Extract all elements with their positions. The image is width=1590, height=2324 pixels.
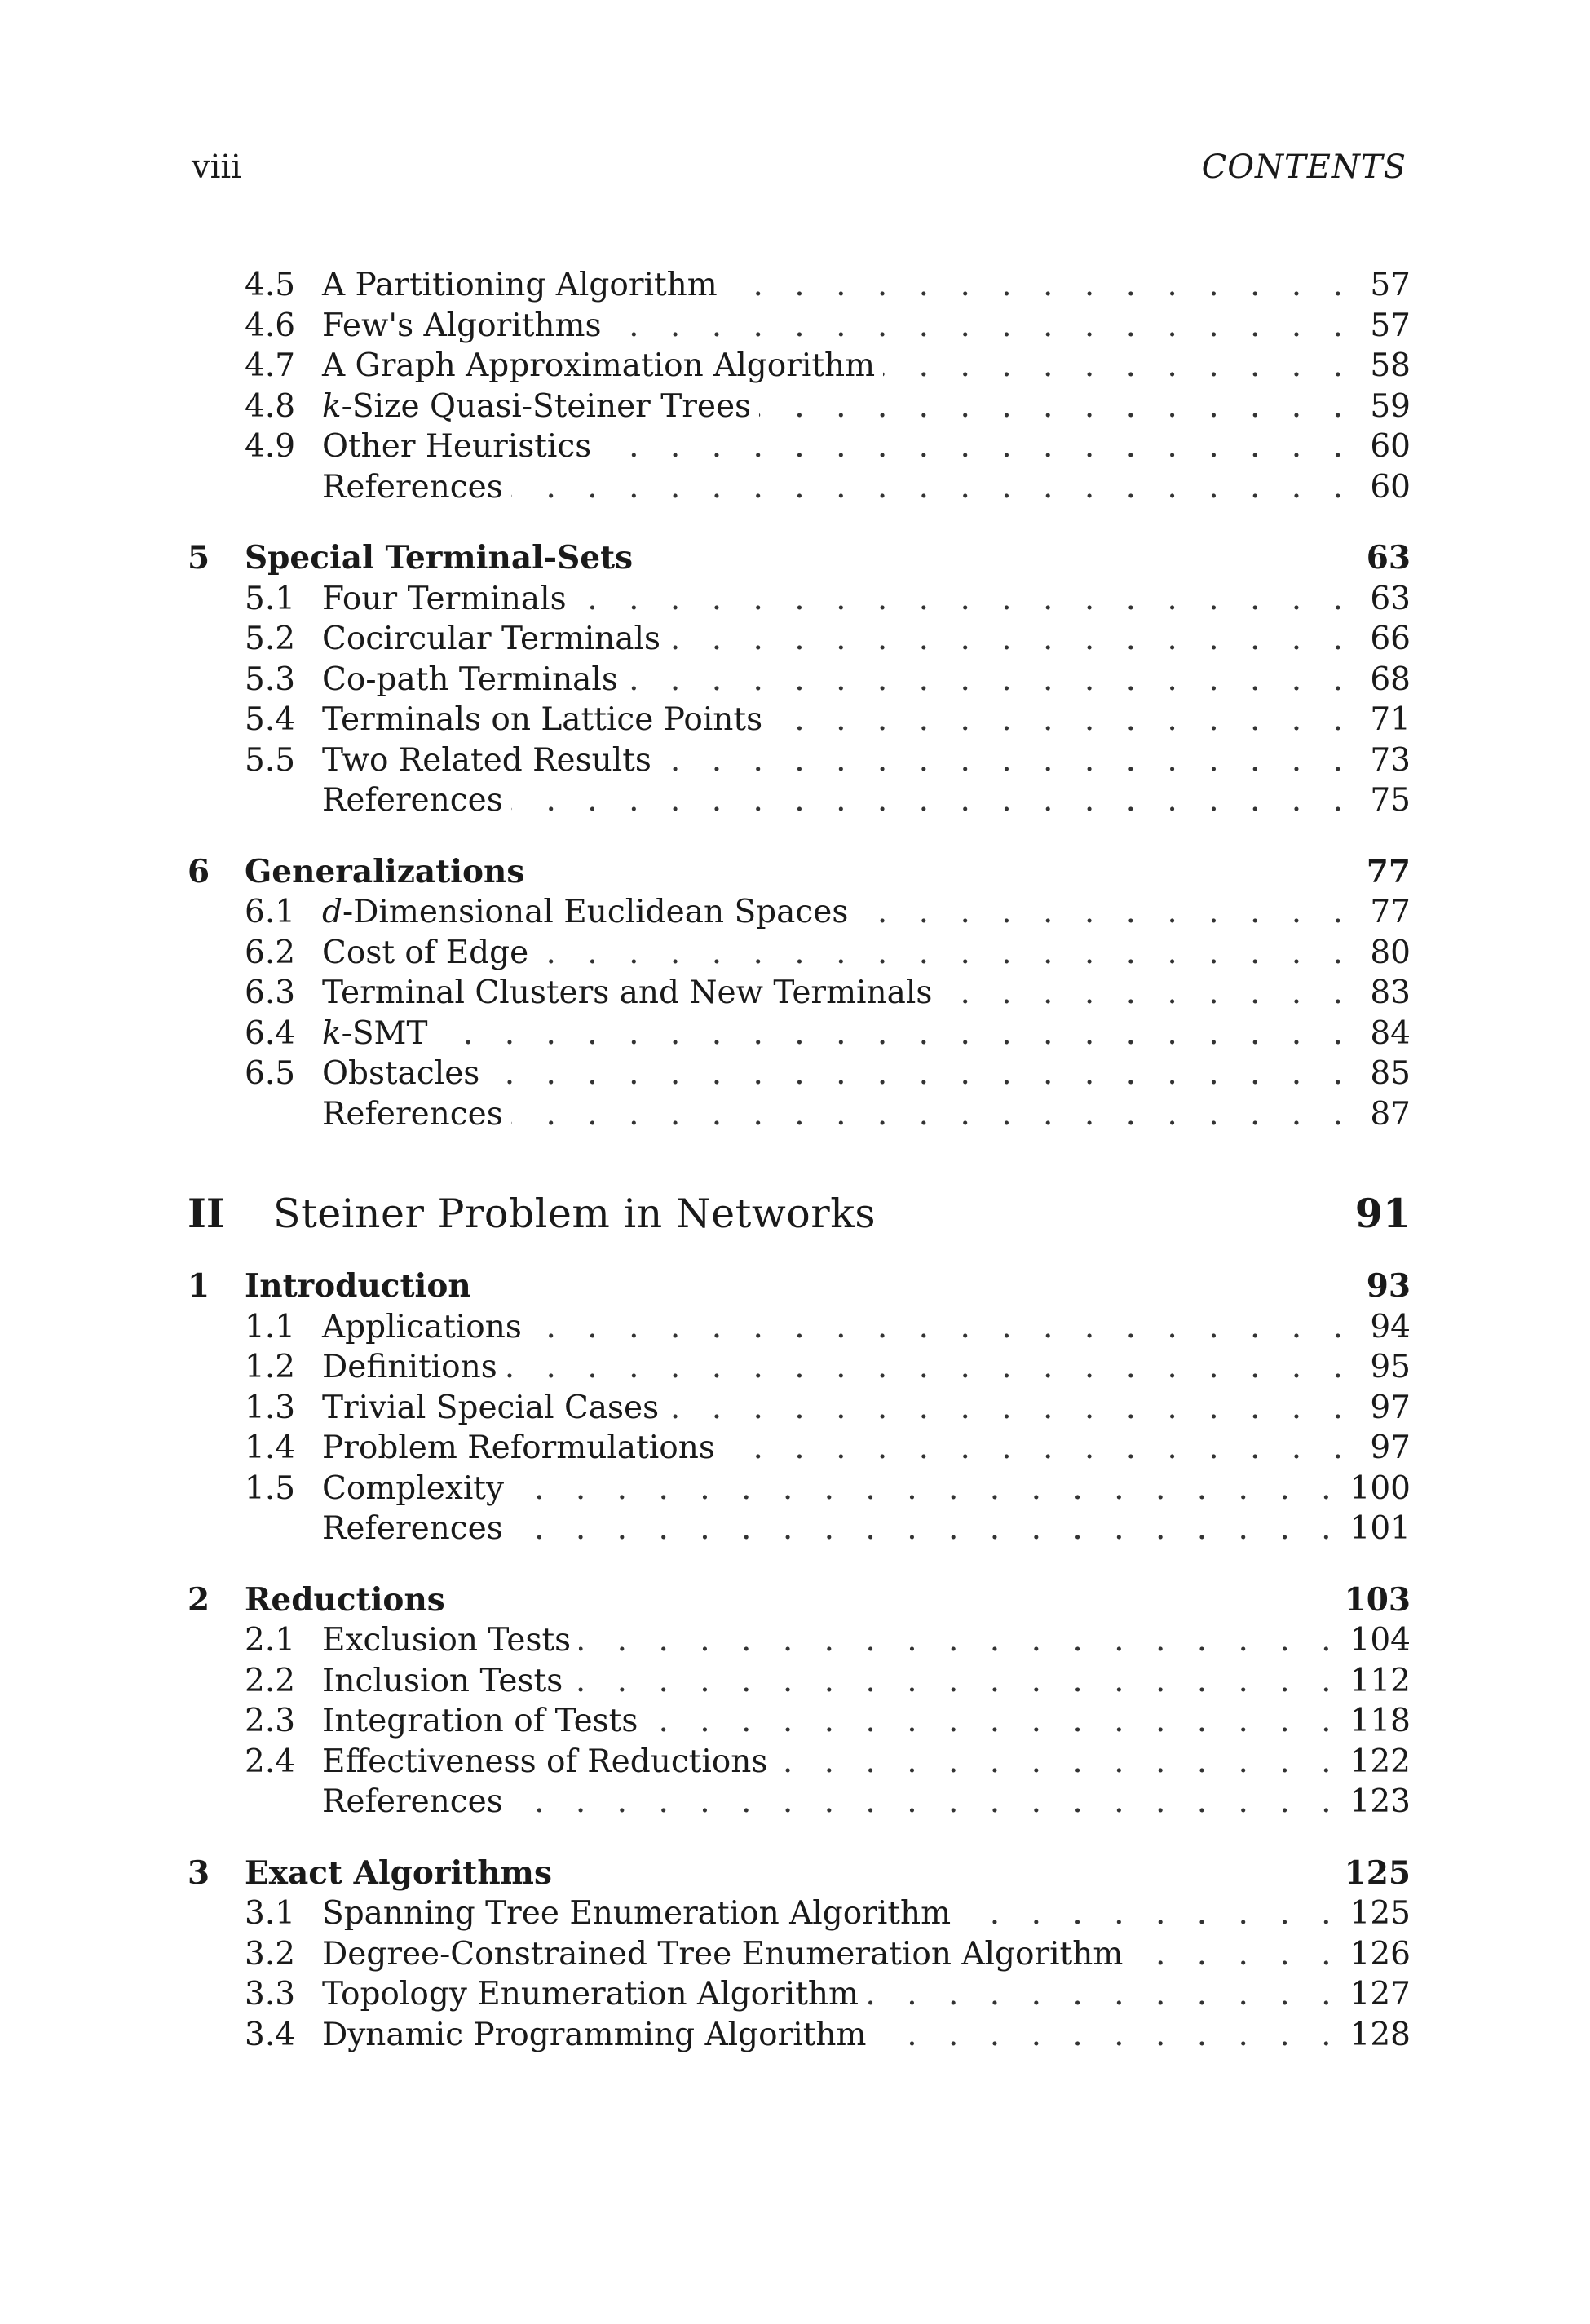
section-page: 104 [1349,1622,1411,1659]
toc-entry[interactable] [188,1701,1411,1742]
section-title: Two Related Results [322,741,651,779]
section-title: References [322,1783,503,1820]
section-title: Dynamic Programming Algorithm [322,2016,867,2053]
section-page: 87 [1370,1095,1411,1133]
dot-leader [571,1661,1341,1702]
dot-leader [435,1014,1354,1054]
toc-entry[interactable] [188,346,1411,387]
section-title [322,892,848,933]
section-title [322,387,751,427]
dot-leader [512,1469,1342,1509]
section-title: Trivial Special Cases [322,1389,660,1426]
dot-leader [537,933,1354,974]
section-title: Terminals on Lattice Points [322,701,763,738]
section-title: Cocircular Terminals [322,621,661,657]
toc-entry[interactable] [188,1934,1411,1975]
section-list-part2-chapter-3 [188,1893,1411,2055]
section-page: 127 [1349,1976,1411,2013]
chapter-page: 125 [1344,1853,1411,1892]
section-title: Integration of Tests [322,1703,638,1739]
toc-entry[interactable] [188,1620,1411,1661]
toc-entry[interactable] [188,892,1411,933]
chapter-number: 6 [188,852,210,890]
section-page: 97 [1370,1389,1411,1426]
chapter-title: Introduction [245,1267,471,1305]
section-title: Topology Enumeration Algorithm [322,1976,859,2013]
section-number: 1.4 [245,1429,296,1466]
chapter-heading[interactable] [188,538,1411,579]
section-title: Problem Reformulations [322,1429,715,1466]
section-number: 6.1 [245,894,296,930]
dot-leader [940,973,1354,1014]
section-title: Degree-Constrained Tree Enumeration Algorithm [322,1935,1124,1973]
section-list-part2-chapter-1 [188,1307,1411,1549]
section-list-chapter-5 [188,579,1411,821]
section-number: 5.1 [245,580,296,617]
section-title: Terminal Clusters and New Terminals [322,974,933,1011]
section-number: 4.9 [245,428,296,465]
chapter-title: Exact Algorithms [245,1853,552,1892]
dot-leader [874,2015,1341,2056]
toc-entry[interactable] [188,1469,1411,1509]
toc-entry[interactable] [188,265,1411,306]
chapter-page: 77 [1366,852,1411,890]
chapter-number: 5 [188,539,210,577]
section-page: 122 [1349,1743,1411,1780]
toc-entry[interactable] [188,387,1411,427]
dot-leader [506,1347,1354,1388]
toc-entry[interactable] [188,1388,1411,1429]
section-title: Spanning Tree Enumeration Algorithm [322,1895,952,1932]
section-number: 6.2 [245,934,296,971]
chapter-heading[interactable] [188,1266,1411,1307]
section-number: 6.5 [245,1055,296,1092]
dot-leader [723,1428,1354,1469]
section-number: 3.1 [245,1895,296,1932]
section-title-italic: k [322,387,342,425]
dot-leader [511,467,1354,508]
section-page: 60 [1370,468,1411,506]
part-heading[interactable] [188,1185,1411,1242]
dot-leader [856,892,1354,933]
chapter-title: Generalizations [245,852,525,890]
section-page: 84 [1370,1014,1411,1052]
dot-leader [488,1054,1354,1094]
toc-entry[interactable] [188,1974,1411,2015]
section-page: 71 [1370,701,1411,738]
section-title: References [322,1510,503,1547]
toc-entry[interactable] [188,579,1411,620]
dot-leader [867,1974,1342,2015]
section-page: 97 [1370,1429,1411,1466]
dot-leader [511,1509,1342,1549]
section-page: 59 [1370,387,1411,425]
section-title: References [322,1095,503,1133]
chapter-number: 3 [188,1853,210,1892]
section-title-italic: k [322,1014,342,1052]
section-number: 5.5 [245,741,296,779]
dot-leader [775,1742,1341,1783]
toc-entry[interactable] [188,700,1411,740]
section-title: References [322,782,503,819]
section-page: 63 [1370,580,1411,617]
toc-entry[interactable] [188,1661,1411,1702]
section-page: 57 [1370,307,1411,344]
chapter-heading[interactable] [188,1580,1411,1621]
section-page: 75 [1370,782,1411,819]
section-page: 57 [1370,267,1411,303]
toc-entry-references[interactable] [188,1509,1411,1549]
section-title [322,1014,427,1054]
section-title-text: -Dimensional Euclidean Spaces [342,894,849,930]
section-title: Obstacles [322,1055,480,1092]
dot-leader [959,1893,1341,1934]
section-number: 5.4 [245,701,296,738]
section-number: 4.7 [245,347,296,384]
toc-entry[interactable] [188,1893,1411,1934]
toc-entry[interactable] [188,1347,1411,1388]
section-number: 5.3 [245,661,296,698]
table-of-contents [188,265,1411,2055]
section-page: 118 [1349,1703,1411,1739]
section-page: 101 [1349,1510,1411,1547]
dot-leader [669,619,1354,660]
section-page: 95 [1370,1349,1411,1385]
running-title: CONTENTS [1201,148,1407,186]
chapter-title: Special Terminal-Sets [245,539,634,577]
section-title: Few's Algorithms [322,307,602,344]
section-page: 94 [1370,1308,1411,1345]
toc-entry-references[interactable] [188,780,1411,821]
section-list-chapter-4 [188,265,1411,507]
section-number: 1.3 [245,1389,296,1426]
toc-entry[interactable] [188,1428,1411,1469]
toc-entry-references[interactable] [188,467,1411,508]
section-number: 5.2 [245,621,296,657]
section-page: 68 [1370,661,1411,698]
chapter-heading[interactable] [188,852,1411,893]
section-number: 4.8 [245,387,296,425]
section-title: Applications [322,1308,522,1345]
dot-leader [771,700,1354,740]
section-page: 77 [1370,894,1411,930]
section-title: Four Terminals [322,580,567,617]
section-number: 1.5 [245,1469,296,1507]
toc-entry[interactable] [188,1742,1411,1783]
section-title: A Partitioning Algorithm [322,267,718,303]
part-number: II [188,1190,225,1237]
section-title: Complexity [322,1469,504,1507]
page-header [192,148,1407,186]
section-page: 100 [1349,1469,1411,1507]
section-list-part2-chapter-2 [188,1620,1411,1823]
toc-entry[interactable] [188,1307,1411,1348]
chapter-number: 2 [188,1580,210,1619]
toc-entry[interactable] [188,306,1411,347]
dot-leader [759,387,1354,427]
section-number: 6.3 [245,974,296,1011]
section-title: Inclusion Tests [322,1662,563,1699]
dot-leader [610,306,1354,347]
toc-entry[interactable] [188,426,1411,467]
dot-leader [511,780,1354,821]
chapter-heading[interactable] [188,1853,1411,1894]
section-list-chapter-6 [188,892,1411,1134]
toc-entry[interactable] [188,660,1411,700]
part-title: Steiner Problem in Networks [273,1191,877,1237]
dot-leader [511,1782,1342,1823]
toc-entry[interactable] [188,2015,1411,2056]
section-page: 66 [1370,621,1411,657]
section-number: 2.1 [245,1622,296,1659]
section-page: 123 [1349,1783,1411,1820]
section-page: 112 [1349,1662,1411,1699]
section-title: References [322,468,503,506]
dot-leader [575,579,1354,620]
section-title: Cost of Edge [322,934,529,971]
chapter-page: 63 [1366,539,1411,577]
section-number: 3.3 [245,1976,296,2013]
dot-leader [626,660,1354,700]
toc-entry[interactable] [188,740,1411,781]
section-number: 2.2 [245,1662,296,1699]
section-number: 4.5 [245,267,296,303]
section-page: 125 [1349,1895,1411,1932]
section-title: Exclusion Tests [322,1622,572,1659]
section-page: 73 [1370,741,1411,779]
section-page: 58 [1370,347,1411,384]
section-title-text: -SMT [341,1014,428,1052]
dot-leader [511,1094,1354,1135]
dot-leader [1131,1934,1341,1975]
toc-entry[interactable] [188,1014,1411,1054]
section-number: 1.1 [245,1308,296,1345]
section-number: 6.4 [245,1014,296,1052]
dot-leader [599,426,1354,467]
toc-entry[interactable] [188,933,1411,974]
section-number: 4.6 [245,307,296,344]
section-page: 60 [1370,428,1411,465]
dot-leader [646,1701,1341,1742]
toc-entry-references[interactable] [188,1782,1411,1823]
section-number: 1.2 [245,1349,296,1385]
section-page: 128 [1349,2016,1411,2053]
dot-leader [883,346,1354,387]
section-title: Effectiveness of Reductions [322,1743,768,1780]
part-page: 91 [1354,1190,1411,1237]
chapter-page: 103 [1344,1580,1411,1619]
section-title: Co-path Terminals [322,661,618,698]
chapter-page: 93 [1366,1267,1411,1305]
dot-leader [726,265,1354,306]
toc-entry[interactable] [188,619,1411,660]
dot-leader [660,740,1354,781]
chapter-title: Reductions [245,1580,445,1619]
section-number: 3.2 [245,1935,296,1973]
section-number: 2.3 [245,1703,296,1739]
chapter-number: 1 [188,1267,210,1305]
section-page: 83 [1370,974,1411,1011]
section-page: 126 [1349,1935,1411,1973]
section-title: Definitions [322,1349,497,1385]
section-title-text: -Size Quasi-Steiner Trees [341,387,752,425]
section-title: A Graph Approximation Algorithm [322,347,876,384]
section-title: Other Heuristics [322,428,592,465]
section-number: 2.4 [245,1743,296,1780]
toc-entry[interactable] [188,973,1411,1014]
toc-entry[interactable] [188,1054,1411,1094]
dot-leader [667,1388,1354,1429]
section-title-italic: d [322,894,342,930]
page-number: viii [192,148,241,186]
section-page: 85 [1370,1055,1411,1092]
section-page: 80 [1370,934,1411,971]
section-number: 3.4 [245,2016,296,2053]
toc-entry-references[interactable] [188,1094,1411,1135]
dot-leader [579,1620,1341,1661]
dot-leader [530,1307,1354,1348]
